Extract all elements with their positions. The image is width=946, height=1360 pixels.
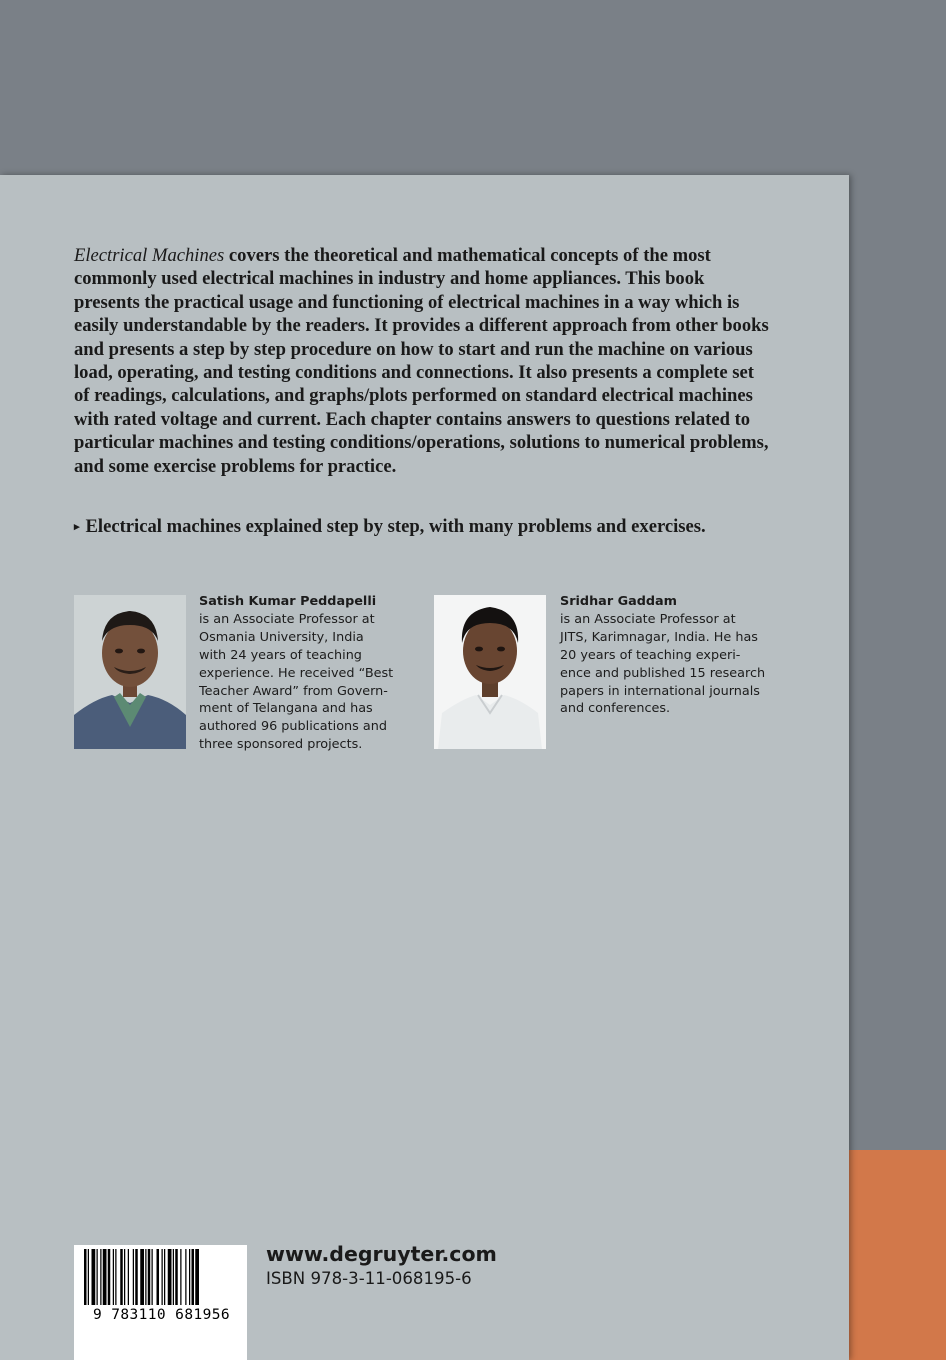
barcode-bar (157, 1249, 160, 1305)
barcode-bar (148, 1249, 151, 1305)
barcode-bars (74, 1245, 247, 1307)
barcode-bar (100, 1249, 101, 1305)
barcode-bar (124, 1249, 125, 1305)
barcode-bar (152, 1249, 153, 1305)
barcode-bar (135, 1249, 138, 1305)
barcode-bar (113, 1249, 114, 1305)
barcode-bar (164, 1249, 165, 1305)
author-bio-line: and conferences. (560, 701, 671, 717)
barcode-bar (108, 1249, 111, 1305)
barcode-bar (88, 1249, 89, 1305)
publisher-website: www.degruyter.com (266, 1242, 497, 1266)
book-description (74, 244, 774, 478)
barcode-bar (133, 1249, 134, 1305)
barcode-bar (195, 1249, 199, 1305)
barcode-bar (168, 1249, 172, 1305)
barcode-bar (97, 1249, 98, 1305)
author-bio-line: is an Associate Professor at (560, 611, 736, 627)
barcode-bar (120, 1249, 123, 1305)
bullet-triangle-icon: ▸ (74, 521, 80, 533)
author-bio-line: ence and published 15 research (560, 665, 766, 681)
key-feature-text: Electrical machines explained step by step, with many problems and exercises. (85, 516, 706, 537)
barcode-bar (189, 1249, 190, 1305)
barcode-bar (185, 1249, 186, 1305)
author-name: Sridhar Gaddam (560, 594, 678, 609)
barcode-bar (103, 1249, 107, 1305)
book-description-body: covers the theoretical and mathematical concepts of the most commonly used electrical machines in industry and home appliances. This book presents the practical usage and functioning of electrical machines in a way which is easily understandable by the readers. It provides a different approach from other books and presents a step by step procedure on how to start and run the machine on various load, operating, and testing conditions and connections. It also presents a complete set of readings, calculations, and graphs/plots performed on standard electrical machines with rated voltage and current. Each chapter contains answers to questions related to particular machines and testing conditions/operations, solutions to numerical problems, and some exercise problems for practice. (74, 245, 769, 477)
barcode-bar (115, 1249, 116, 1305)
author-portrait-2 (434, 595, 546, 749)
barcode-bar (84, 1249, 87, 1305)
barcode-bar (162, 1249, 163, 1305)
author-bio-line: with 24 years of teaching (199, 647, 362, 663)
author-bio-line: ment of Telangana and has (199, 701, 373, 717)
author-name: Satish Kumar Peddapelli (199, 594, 377, 609)
author-bio-1 (199, 593, 429, 754)
barcode-bar (140, 1249, 144, 1305)
author-bio-line: experience. He received “Best (199, 665, 394, 681)
barcode-bar (92, 1249, 96, 1305)
author-photo (74, 595, 186, 749)
author-bio-line: Osmania University, India (199, 629, 364, 645)
author-portrait-1 (74, 595, 186, 749)
isbn-barcode (74, 1245, 247, 1360)
author-bio-line: authored 96 publications and (199, 719, 387, 735)
author-bio-line: JITS, Karimnagar, India. He has (560, 629, 758, 645)
barcode-bar (173, 1249, 174, 1305)
author-photo (434, 595, 546, 749)
author-bio-line: is an Associate Professor at (199, 611, 375, 627)
barcode-bar (175, 1249, 178, 1305)
author-bio-line: 20 years of teaching experi- (560, 647, 741, 663)
author-bio-line: Teacher Award” from Govern- (199, 683, 388, 699)
author-bio-line: papers in international journals (560, 683, 760, 699)
book-title-italic: Electrical Machines (74, 245, 225, 266)
barcode-bar (128, 1249, 129, 1305)
isbn-number: ISBN 978-3-11-068195-6 (266, 1269, 472, 1288)
key-feature (74, 515, 794, 541)
author-bio-2 (560, 593, 790, 718)
barcode-bar (180, 1249, 181, 1305)
barcode-digits: 9 783110 681956 (93, 1307, 230, 1323)
barcode-bar (145, 1249, 146, 1305)
author-bio-line: three sponsored projects. (199, 737, 363, 753)
accent-orange-block (849, 1150, 946, 1360)
barcode-bar (192, 1249, 195, 1305)
